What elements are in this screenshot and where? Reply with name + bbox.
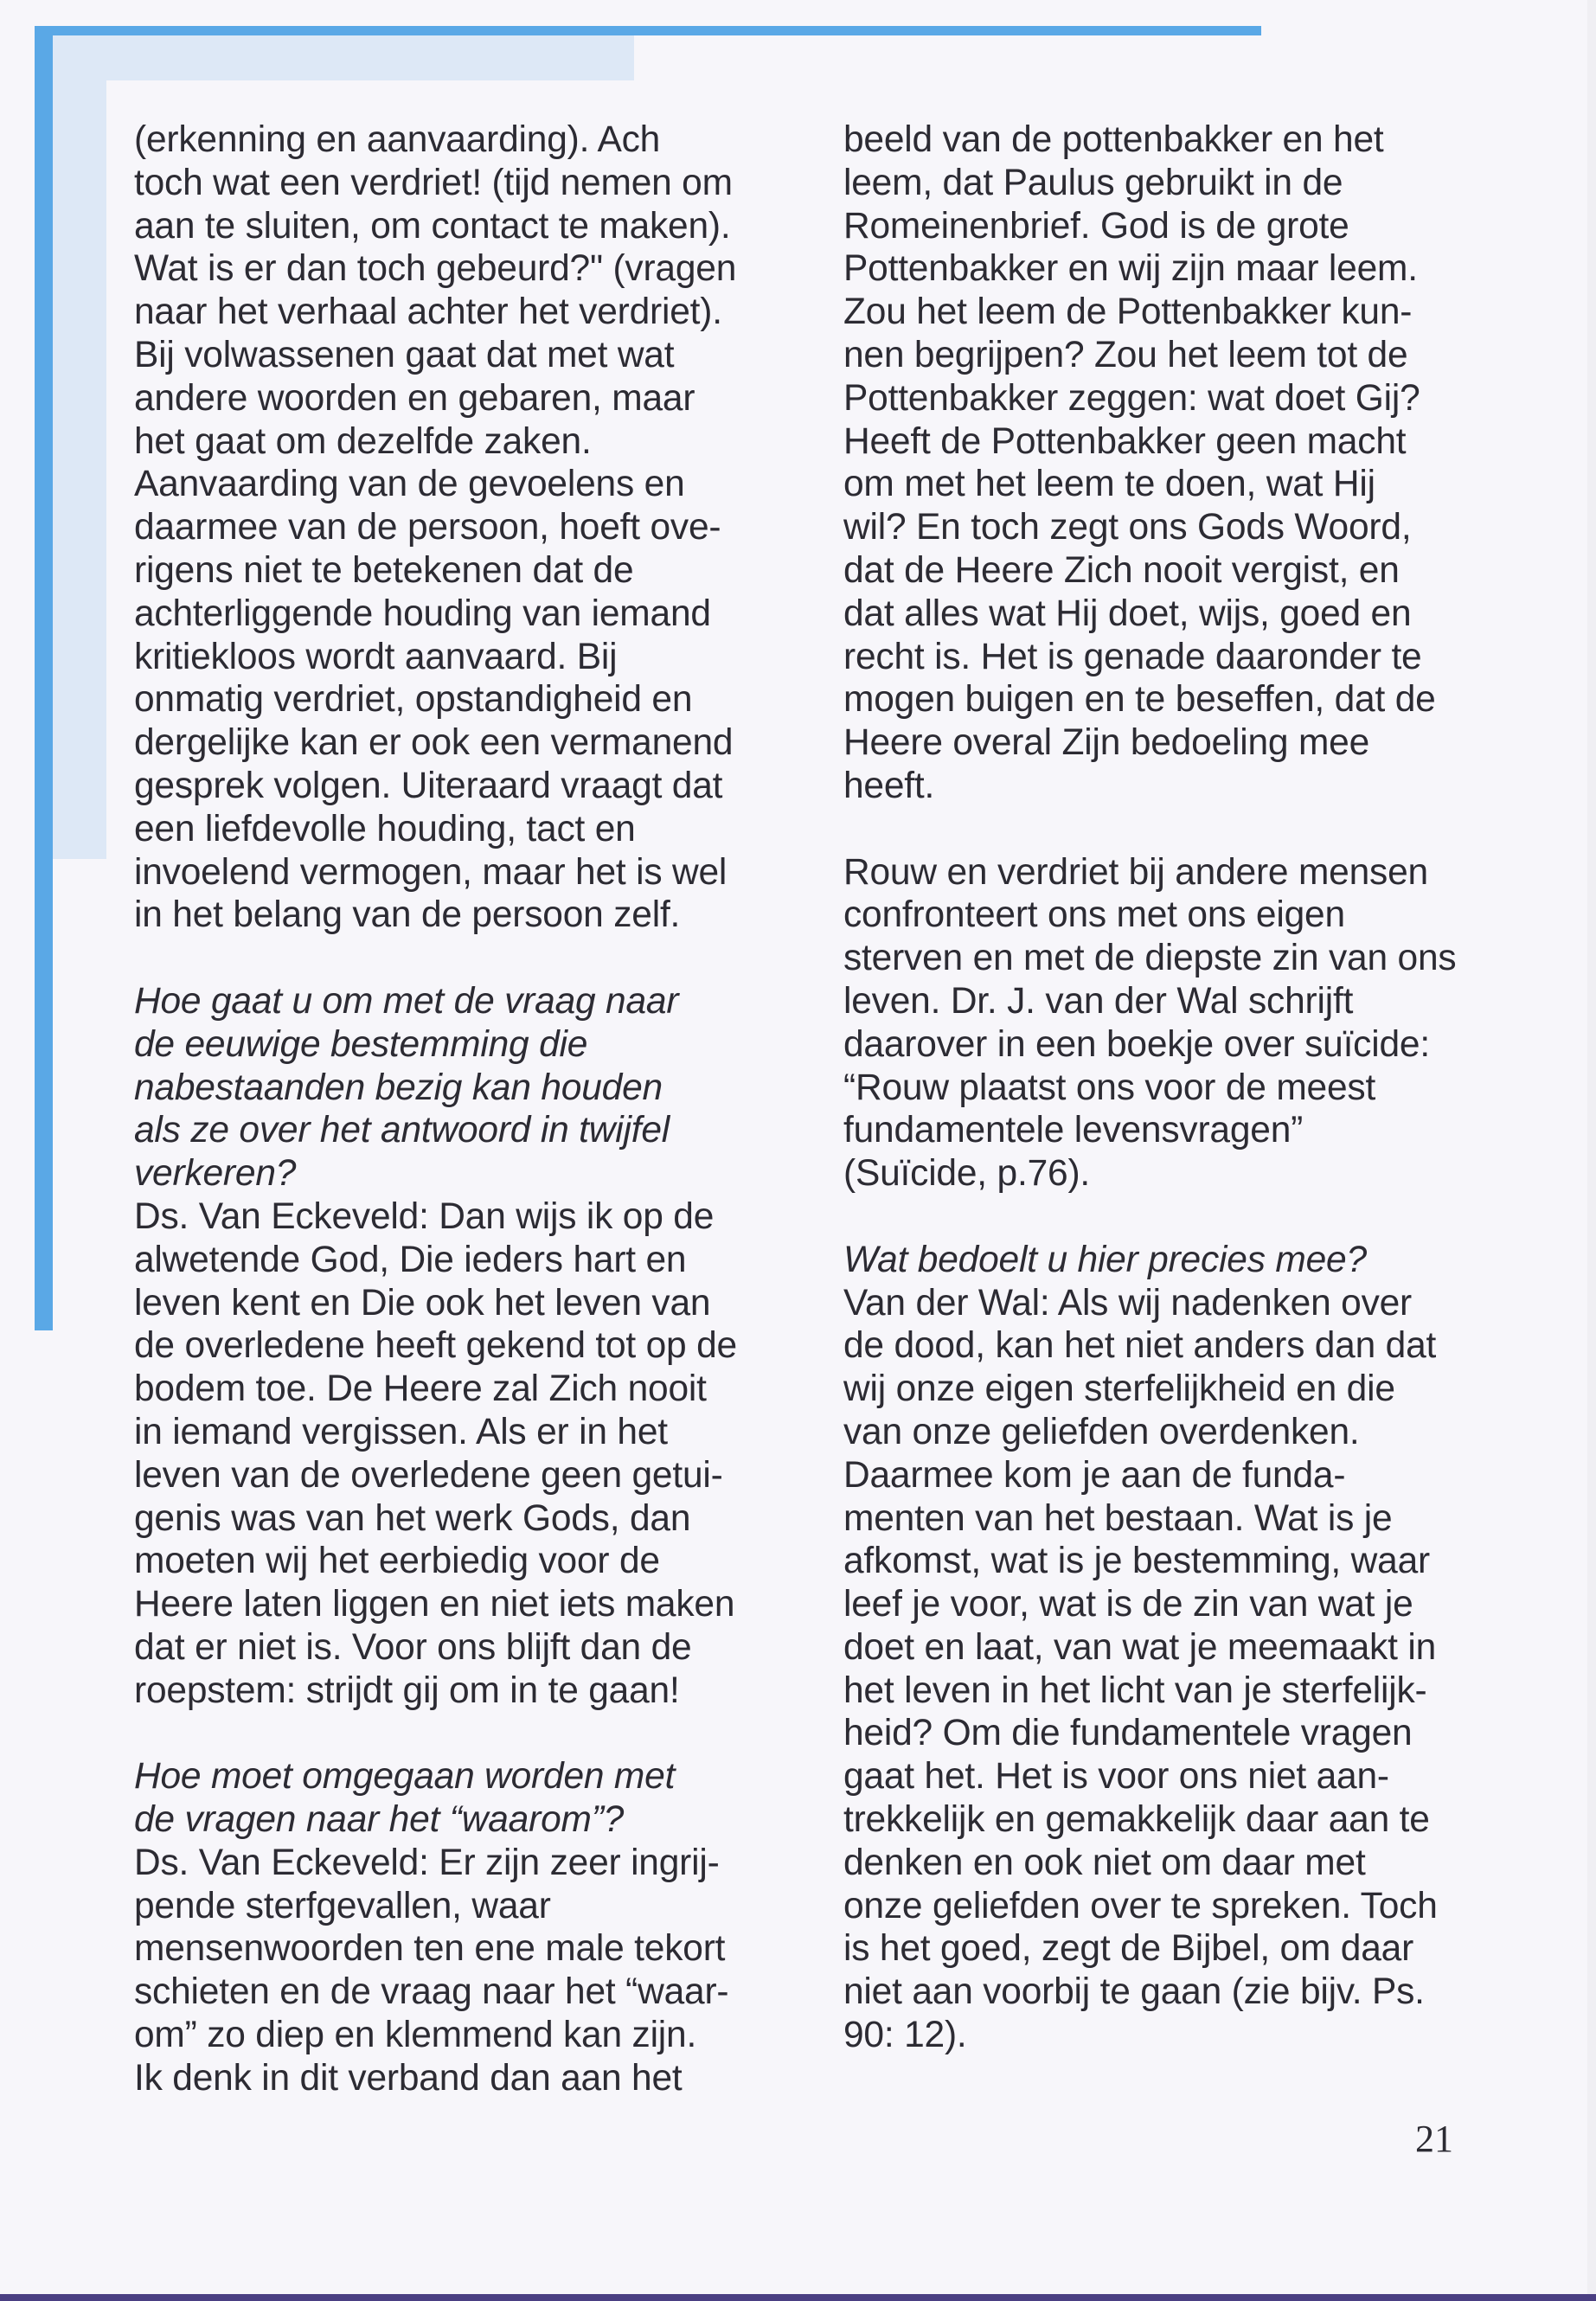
interview-answer-line: Heere laten liggen en niet iets maken xyxy=(134,1584,735,1625)
body-text-line: daarmee van de persoon, hoeft ove- xyxy=(134,507,721,548)
interview-answer-line: heid? Om die fundamentele vragen xyxy=(843,1713,1413,1754)
body-text-line: leem, dat Paulus gebruikt in de xyxy=(843,162,1343,203)
body-text-line: beeld van de pottenbakker en het xyxy=(843,119,1384,160)
body-text-line: “Rouw plaatst ons voor de meest xyxy=(843,1067,1376,1108)
body-text-line: kritiekloos wordt aanvaard. Bij xyxy=(134,636,618,677)
interview-answer-line: om” zo diep en klemmend kan zijn. xyxy=(134,2015,697,2056)
right-column-paragraph xyxy=(843,119,1466,808)
body-text-line: (erkenning en aanvaarding). Ach xyxy=(134,119,661,160)
interview-answer-line: trekkelijk en gemakkelijk daar aan te xyxy=(843,1799,1430,1841)
interview-answer-line: genis was van het werk Gods, dan xyxy=(134,1497,691,1539)
body-text-line: wil? En toch zegt ons Gods Woord, xyxy=(843,507,1412,548)
body-text-line: andere woorden en gebaren, maar xyxy=(134,377,695,419)
body-text-line: Heere overal Zijn bedoeling mee xyxy=(843,722,1370,764)
bottom-purple-bar xyxy=(0,2294,1596,2301)
body-text-line: gesprek volgen. Uiteraard vraagt dat xyxy=(134,765,723,806)
left-text-column xyxy=(134,119,774,2100)
interview-answer-line: de overledene heeft gekend tot op de xyxy=(134,1325,737,1367)
left-column-paragraph xyxy=(134,119,774,937)
blue-frame-left-bar xyxy=(35,26,53,1330)
interview-question-line: nabestaanden bezig kan houden xyxy=(134,1067,663,1108)
body-text-line: achterliggende houding van iemand xyxy=(134,593,711,634)
body-text-line: Wat is er dan toch gebeurd?" (vragen xyxy=(134,248,737,290)
interview-answer-line: leven kent en Die ook het leven van xyxy=(134,1282,711,1324)
interview-answer-line: 90: 12). xyxy=(843,2015,967,2056)
body-text-line: Heeft de Pottenbakker geen macht xyxy=(843,420,1407,462)
body-text-line: Pottenbakker en wij zijn maar leem. xyxy=(843,248,1418,290)
interview-answer-line: afkomst, wat is je bestemming, waar xyxy=(843,1541,1430,1582)
interview-answer-line: Daarmee kom je aan de funda- xyxy=(843,1454,1346,1496)
interview-answer-line: de dood, kan het niet anders dan dat xyxy=(843,1325,1437,1367)
interview-answer-line: Ik denk in dit verband dan aan het xyxy=(134,2057,683,2099)
interview-answer-line: alwetende God, Die ieders hart en xyxy=(134,1239,687,1280)
body-text-line: aan te sluiten, om contact te maken). xyxy=(134,205,731,247)
interview-answer-line: in iemand vergissen. Als er in het xyxy=(134,1411,668,1452)
interview-answer-line: is het goed, zegt de Bijbel, om daar xyxy=(843,1928,1414,1970)
interview-answer-line: bodem toe. De Heere zal Zich nooit xyxy=(134,1368,707,1410)
interview-question-line: de eeuwige bestemming die xyxy=(134,1023,588,1065)
interview-answer-line: onze geliefden over te spreken. Toch xyxy=(843,1885,1438,1926)
interview-answer-line: leef je voor, wat is de zin van wat je xyxy=(843,1584,1413,1625)
body-text-line: Bij volwassenen gaat dat met wat xyxy=(134,334,675,375)
body-text-line: onmatig verdriet, opstandigheid en xyxy=(134,679,693,721)
body-text-line: toch wat een verdriet! (tijd nemen om xyxy=(134,162,733,203)
light-blue-tint-strip xyxy=(53,80,106,859)
body-text-line: dat alles wat Hij doet, wijs, goed en xyxy=(843,593,1412,634)
interview-answer-line: Van der Wal: Als wij nadenken over xyxy=(843,1282,1413,1324)
body-text-line: rigens niet te betekenen dat de xyxy=(134,549,634,591)
interview-question-line: Wat bedoelt u hier precies mee? xyxy=(843,1239,1367,1280)
body-text-line: sterven en met de diepste zin van ons xyxy=(843,938,1457,979)
interview-answer-line: moeten wij het eerbiedig voor de xyxy=(134,1541,660,1582)
interview-question-line: verkeren? xyxy=(134,1153,297,1195)
body-text-line: naar het verhaal achter het verdriet). xyxy=(134,292,722,333)
body-text-line: dat de Heere Zich nooit vergist, en xyxy=(843,549,1400,591)
interview-answer-line: menten van het bestaan. Wat is je xyxy=(843,1497,1393,1539)
interview-question-line: als ze over het antwoord in twijfel xyxy=(134,1110,670,1151)
body-text-line: heeft. xyxy=(843,765,935,806)
interview-answer-line: niet aan voorbij te gaan (zie bijv. Ps. xyxy=(843,1971,1425,2013)
interview-question-line: Hoe moet omgegaan worden met xyxy=(134,1756,676,1798)
blue-frame-top-bar xyxy=(35,26,1261,35)
interview-answer-line: van onze geliefden overdenken. xyxy=(843,1411,1360,1452)
light-blue-tint-band xyxy=(53,35,634,80)
left-column-paragraph xyxy=(134,980,774,1713)
left-column-paragraph xyxy=(134,1755,774,2099)
interview-answer-line: wij onze eigen sterfelijkheid en die xyxy=(843,1368,1395,1410)
body-text-line: dergelijke kan er ook een vermanend xyxy=(134,722,734,764)
interview-answer-line: dat er niet is. Voor ons blijft dan de xyxy=(134,1626,692,1668)
body-text-line: (Suïcide, p.76). xyxy=(843,1153,1091,1195)
body-text-line: om met het leem te doen, wat Hij xyxy=(843,464,1375,505)
right-text-column xyxy=(843,119,1466,2057)
interview-answer-line: leven van de overledene geen getui- xyxy=(134,1454,723,1496)
body-text-line: invoelend vermogen, maar het is wel xyxy=(134,851,727,893)
page-edge-shadow xyxy=(1587,0,1596,2301)
interview-answer-line: gaat het. Het is voor ons niet aan- xyxy=(843,1756,1389,1798)
body-text-line: het gaat om dezelfde zaken. xyxy=(134,420,592,462)
interview-answer-line: pende sterfgevallen, waar xyxy=(134,1885,551,1926)
body-text-line: leven. Dr. J. van der Wal schrijft xyxy=(843,980,1354,1022)
body-text-line: fundamentele levensvragen” xyxy=(843,1110,1304,1151)
interview-answer-line: het leven in het licht van je sterfelijk- xyxy=(843,1670,1427,1711)
body-text-line: Aanvaarding van de gevoelens en xyxy=(134,464,685,505)
page-number: 21 xyxy=(1415,2118,1453,2160)
interview-answer-line: Ds. Van Eckeveld: Er zijn zeer ingrij- xyxy=(134,1842,720,1883)
interview-answer-line: roepstem: strijdt gij om in te gaan! xyxy=(134,1670,680,1711)
interview-answer-line: doet en laat, van wat je meemaakt in xyxy=(843,1626,1437,1668)
body-text-line: Pottenbakker zeggen: wat doet Gij? xyxy=(843,377,1420,419)
body-text-line: een liefdevolle houding, tact en xyxy=(134,808,636,849)
body-text-line: recht is. Het is genade daaronder te xyxy=(843,636,1422,677)
body-text-line: daarover in een boekje over suïcide: xyxy=(843,1023,1430,1065)
body-text-line: confronteert ons met ons eigen xyxy=(843,894,1345,936)
body-text-line: Romeinenbrief. God is de grote xyxy=(843,205,1349,247)
body-text-line: in het belang van de persoon zelf. xyxy=(134,894,681,936)
body-text-line: Zou het leem de Pottenbakker kun- xyxy=(843,292,1413,333)
body-text-line: nen begrijpen? Zou het leem tot de xyxy=(843,334,1408,375)
body-text-line: Rouw en verdriet bij andere mensen xyxy=(843,851,1428,893)
right-column-paragraph xyxy=(843,1239,1466,2057)
interview-question-line: Hoe gaat u om met de vraag naar xyxy=(134,980,679,1022)
right-column-paragraph xyxy=(843,851,1466,1195)
interview-answer-line: mensenwoorden ten ene male tekort xyxy=(134,1928,726,1970)
interview-answer-line: denken en ook niet om daar met xyxy=(843,1842,1366,1883)
body-text-line: mogen buigen en te beseffen, dat de xyxy=(843,679,1436,721)
interview-answer-line: schieten en de vraag naar het “waar- xyxy=(134,1971,729,2013)
interview-answer-line: Ds. Van Eckeveld: Dan wijs ik op de xyxy=(134,1195,715,1237)
interview-question-line: de vragen naar het “waarom”? xyxy=(134,1799,625,1841)
